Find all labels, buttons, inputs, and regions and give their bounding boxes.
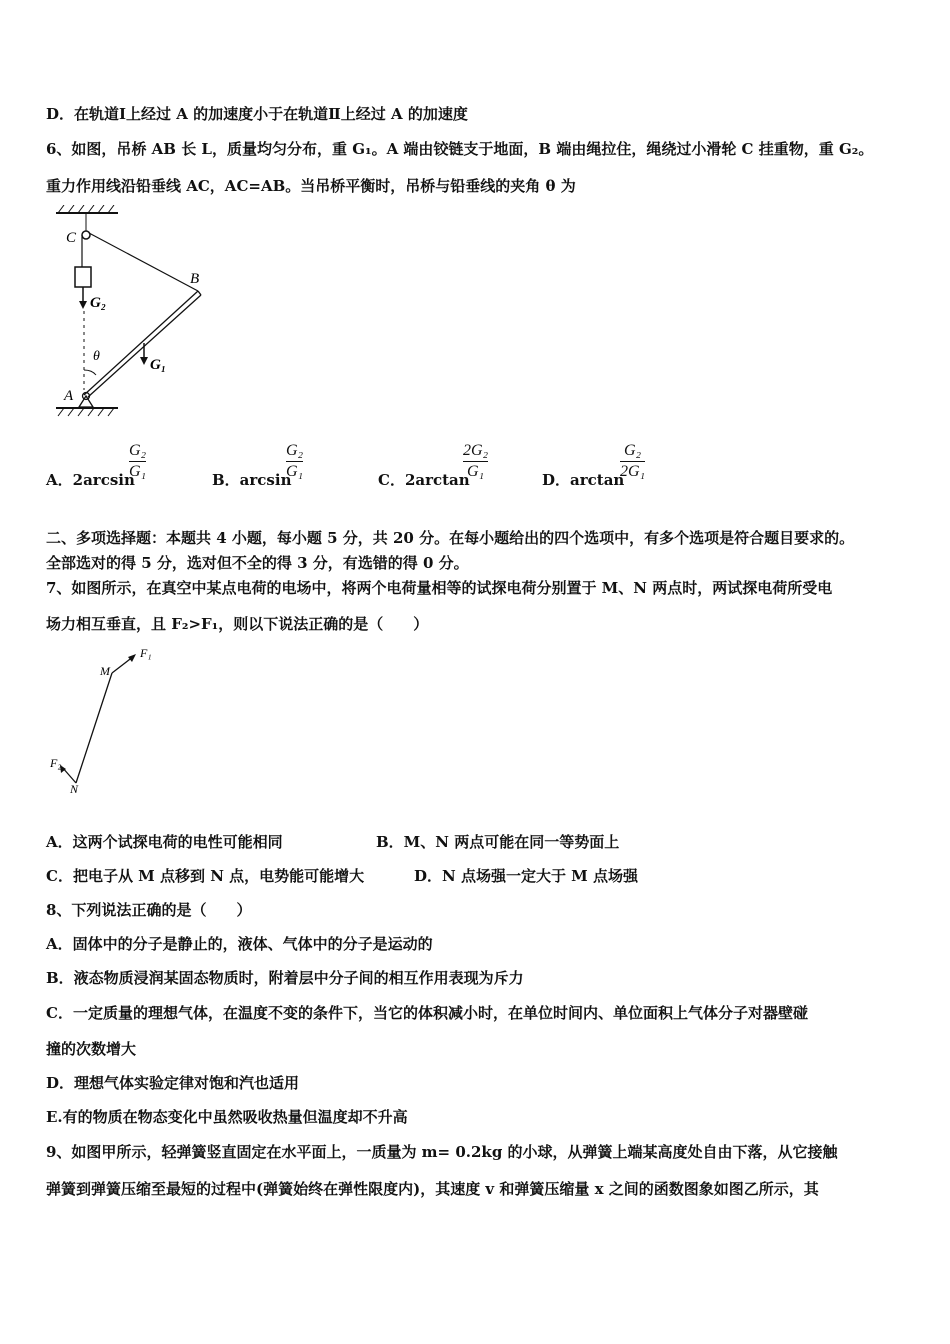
- q7-option-d: D．N 点场强一定大于 M 点场强: [414, 867, 638, 885]
- q6-option-a-den: G₁: [129, 463, 147, 480]
- q6-option-c-den: G₁: [467, 463, 485, 480]
- q6-option-b-num: G₂: [286, 442, 304, 459]
- q8-stem: 8、下列说法正确的是（ ）: [46, 901, 252, 919]
- q7-stem-line1: 7、如图所示，在真空中某点电荷的电场中，将两个电荷量相等的试探电荷分别置于 M、N 两点时，两试探电荷所受电: [46, 579, 833, 597]
- q8-option-c-line1: C．一定质量的理想气体，在温度不变的条件下，当它的体积减小时，在单位时间内、单位面积上气体分子对器壁碰: [46, 1004, 808, 1022]
- q8-option-a: A．固体中的分子是静止的，液体、气体中的分子是运动的: [46, 935, 433, 953]
- q9-stem-line1: 9、如图甲所示，轻弹簧竖直固定在水平面上，一质量为 m= 0.2kg 的小球，从弹簧上端某高度处自由下落，从它接触: [46, 1143, 838, 1161]
- label-n: N: [70, 782, 79, 795]
- field-figure: [48, 645, 168, 795]
- q6-stem-line2: 重力作用线沿铅垂线 AC，AC=AB。当吊桥平衡时，吊桥与铅垂线的夹角 θ 为: [46, 177, 576, 195]
- label-g2: G₂: [90, 295, 107, 311]
- label-b: B: [190, 271, 200, 287]
- q6-option-a-label: A．2arcsin: [46, 471, 135, 489]
- q6-option-d-label: D．arctan: [542, 471, 625, 489]
- section2-heading-line1: 二、多项选择题：本题共 4 小题，每小题 5 分，共 20 分。在每小题给出的四个选项中，有多个选项是符合题目要求的。: [46, 529, 855, 547]
- q6-option-d-fraction: [620, 442, 645, 481]
- q8-option-c-line2: 撞的次数增大: [46, 1040, 137, 1058]
- q8-option-b: B．液态物质浸润某固态物质时，附着层中分子间的相互作用表现为斥力: [46, 969, 524, 987]
- label-f1: F₁: [140, 646, 152, 660]
- label-m: M: [100, 664, 110, 678]
- label-a: A: [64, 388, 74, 404]
- q8-option-e: E.有的物质在物态变化中虽然吸收热量但温度却不升高: [46, 1108, 408, 1126]
- q7-stem-line2: 场力相互垂直，且 F₂>F₁，则以下说法正确的是（ ）: [46, 615, 429, 633]
- q6-option-d-num: G₂: [624, 442, 642, 459]
- label-theta: θ: [93, 349, 100, 364]
- q7-option-a: A．这两个试探电荷的电性可能相同: [46, 833, 283, 851]
- section2-heading-line2: 全部选对的得 5 分，选对但不全的得 3 分，有选错的得 0 分。: [46, 554, 469, 572]
- q6-option-b-label: B．arcsin: [212, 471, 292, 489]
- q6-stem-line1: 6、如图，吊桥 AB 长 L，质量均匀分布，重 G₁。A 端由铰链支于地面，B 端由绳拉住，绳绕过小滑轮 C 挂重物，重 G₂。: [46, 140, 874, 158]
- q7-option-c: C．把电子从 M 点移到 N 点，电势能可能增大: [46, 867, 365, 885]
- q6-option-b-den: G₁: [286, 463, 304, 480]
- label-g1: G₁: [150, 357, 167, 373]
- drawbridge-figure: [48, 205, 218, 425]
- q6-option-a-num: G₂: [129, 442, 147, 459]
- q6-option-c-fraction: [463, 442, 488, 481]
- q8-option-d: D．理想气体实验定律对饱和汽也适用: [46, 1074, 300, 1092]
- label-f2: F₂: [50, 756, 62, 770]
- q9-stem-line2: 弹簧到弹簧压缩至最短的过程中(弹簧始终在弹性限度内)，其速度 v 和弹簧压缩量 x 之间的函数图象如图乙所示，其: [46, 1180, 819, 1198]
- q6-option-b-fraction: [286, 442, 303, 481]
- q6-option-c-num: 2G₂: [463, 442, 489, 459]
- q6-option-c-label: C．2arctan: [378, 471, 470, 489]
- label-c: C: [66, 230, 77, 246]
- q5-option-d: D．在轨道Ⅰ上经过 A 的加速度小于在轨道Ⅱ上经过 A 的加速度: [46, 105, 468, 123]
- q7-option-b: B．M、N 两点可能在同一等势面上: [376, 833, 620, 851]
- q6-option-a-fraction: [129, 442, 146, 481]
- q6-option-d-den: 2G₁: [620, 463, 646, 480]
